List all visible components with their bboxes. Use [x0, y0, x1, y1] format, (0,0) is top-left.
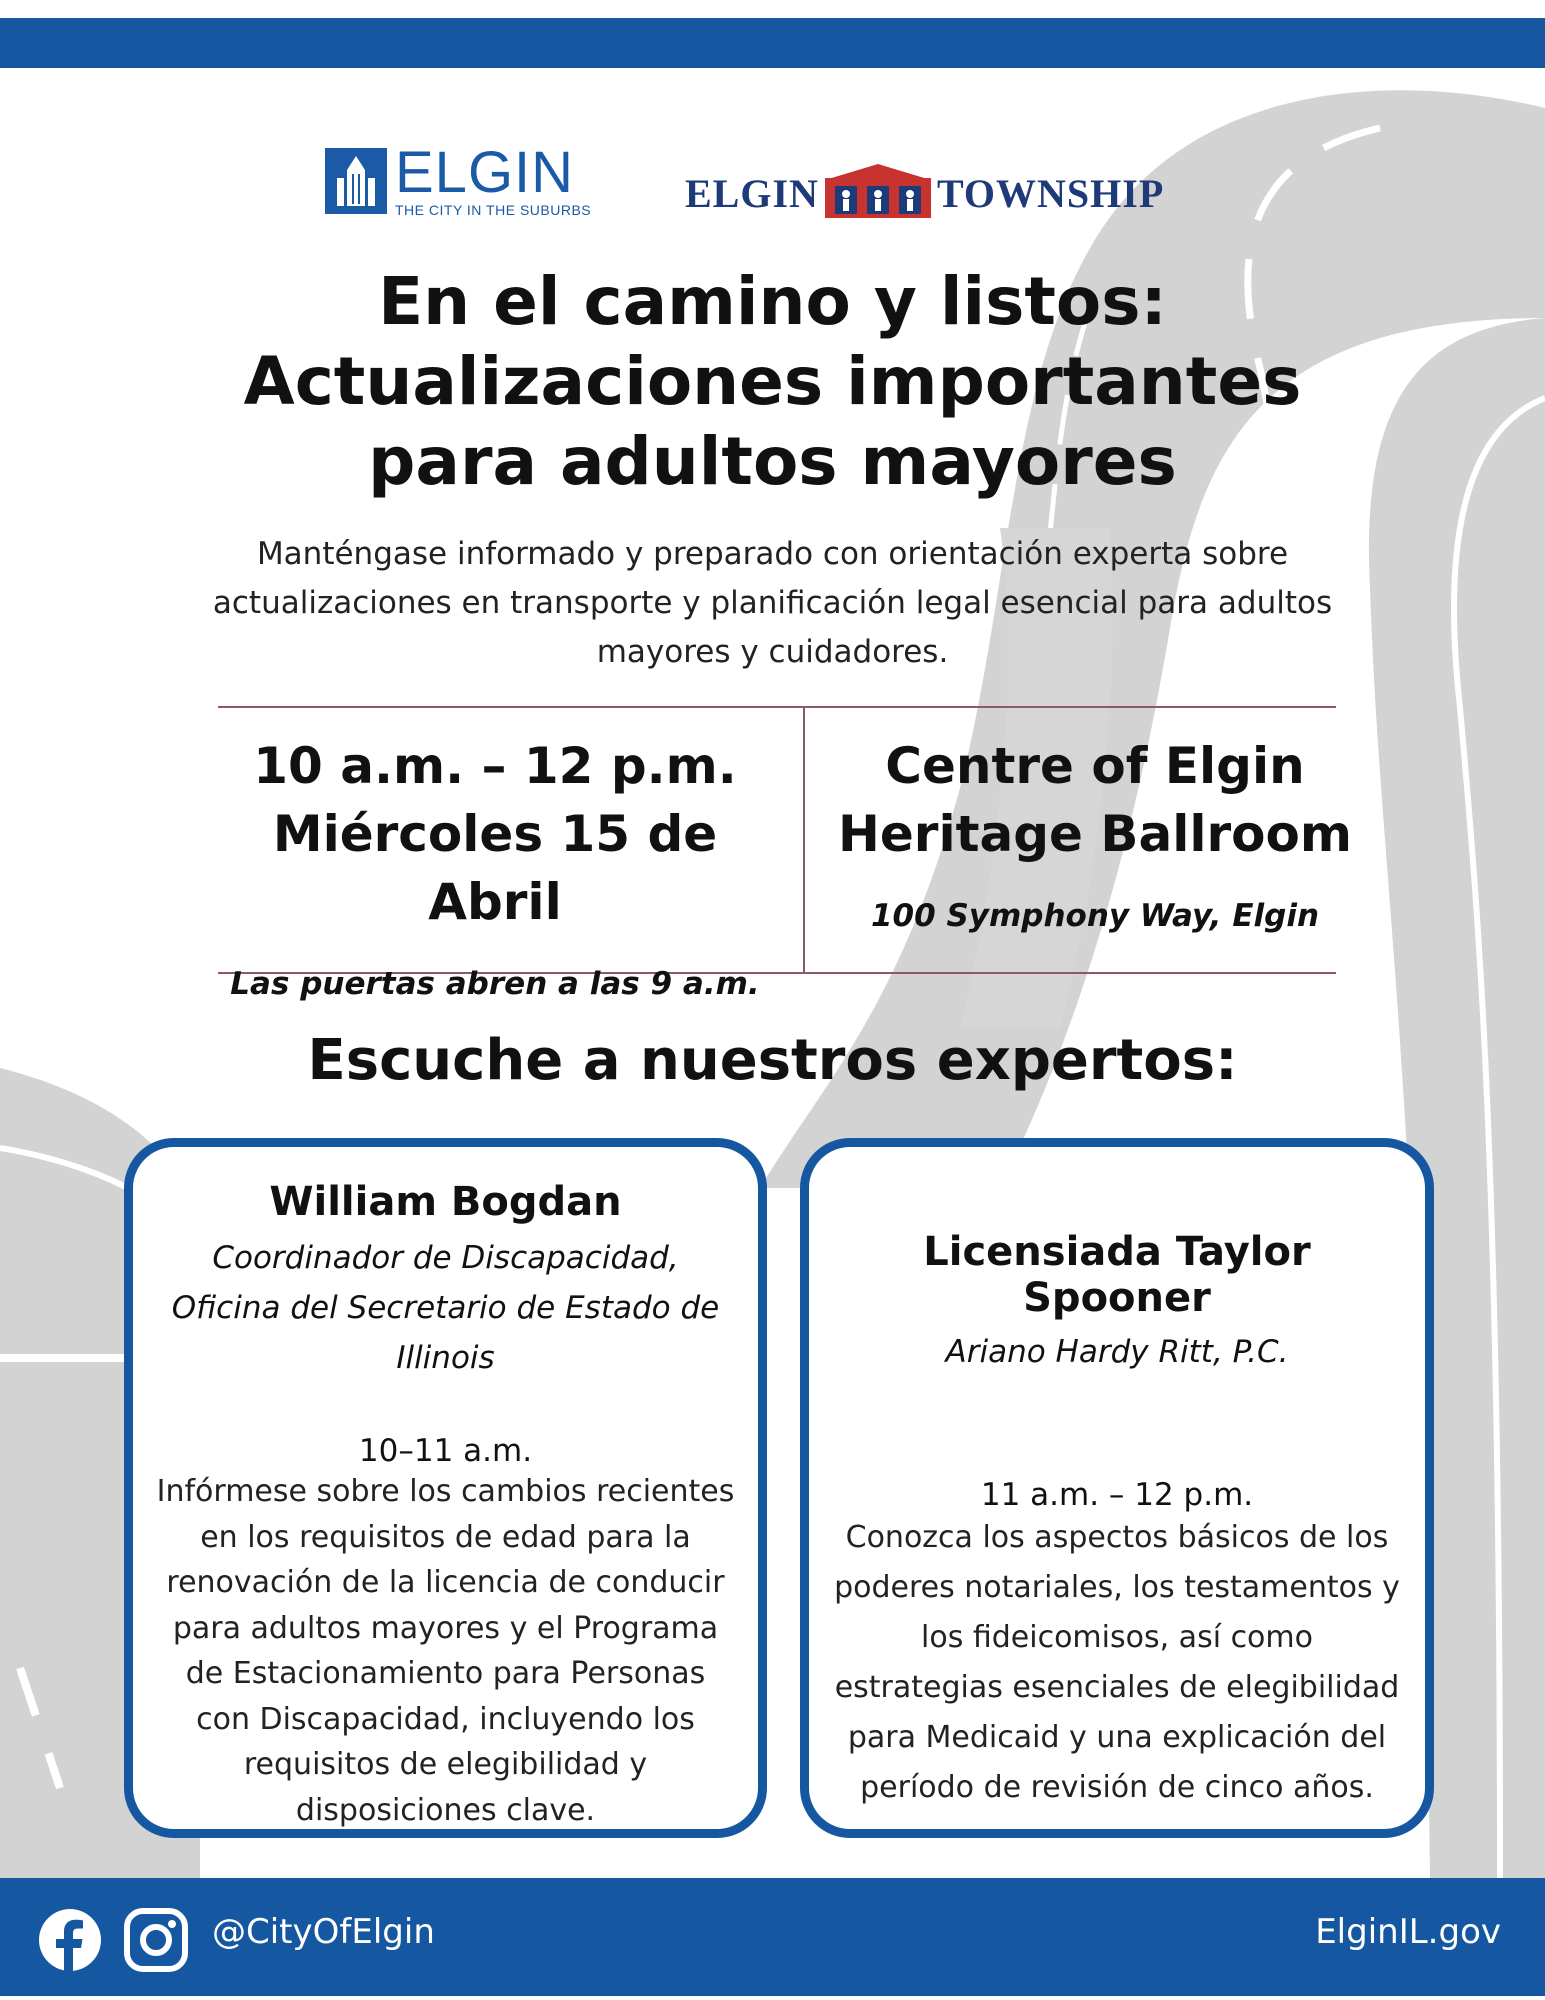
doors-open-note: Las puertas abren a las 9 a.m. [230, 966, 760, 1002]
event-time: 10 a.m. – 12 p.m. [253, 737, 737, 795]
township-emblem-icon [825, 164, 931, 222]
event-date: Miércoles 15 de Abril [272, 805, 718, 931]
top-banner-bar [0, 18, 1545, 68]
title-line-2: Actualizaciones importantes [243, 343, 1302, 420]
elgin-township-logo [685, 164, 1164, 222]
social-handle[interactable]: @CityOfElgin [212, 1912, 435, 1952]
event-venue-block [820, 732, 1370, 934]
township-logo-left-word: ELGIN [685, 170, 819, 216]
speaker-2-time: 11 a.m. – 12 p.m. [980, 1477, 1254, 1513]
experts-heading: Escuche a nuestros expertos: [307, 1028, 1238, 1093]
info-top-divider [218, 706, 1336, 708]
speaker-2-role: Ariano Hardy Ritt, P.C. [945, 1334, 1289, 1370]
footer-bar [0, 1878, 1545, 1996]
speaker-1-description: Infórmese sobre los cambios recientes en los requisitos de edad para la renovación de la licencia de conducir para adultos mayores y el Programa de Estacionamiento para Personas con Discapacidad, incluyendo los requisitos de elegibilidad y disposiciones clave. [156, 1474, 735, 1828]
speaker-2-name: Licensiada Taylor Spooner [923, 1229, 1311, 1321]
speaker-2-description: Conozca los aspectos básicos de los poderes notariales, los testamentos y los fideicomisos, así como estrategias esenciales de elegibilidad para Medicaid y una explicación del período de revisión de cinco años. [834, 1520, 1400, 1805]
venue-address: 100 Symphony Way, Elgin [870, 898, 1320, 934]
speaker-card-2 [800, 1138, 1434, 1838]
speaker-card-1 [124, 1138, 767, 1838]
title-line-3: para adultos mayores [368, 423, 1177, 500]
website-link[interactable]: ElginIL.gov [1315, 1912, 1501, 1952]
speaker-1-name: William Bogdan [269, 1179, 622, 1225]
event-time-block [210, 732, 780, 1002]
speaker-1-time: 10–11 a.m. [358, 1433, 533, 1469]
facebook-icon[interactable] [38, 1908, 102, 1976]
instagram-icon[interactable] [124, 1908, 188, 1976]
township-logo-right-word: TOWNSHIP [936, 170, 1165, 216]
speaker-1-role: Coordinador de Discapacidad, Oficina del Secretario de Estado de Illinois [171, 1240, 720, 1376]
page-subtitle: Manténgase informado y preparado con orientación experta sobre actualizaciones en transporte y planificación legal esencial para adultos mayores y cuidadores. [212, 536, 1333, 670]
elgin-building-icon [325, 148, 387, 214]
elgin-city-logo [325, 140, 592, 220]
info-vertical-divider [803, 708, 805, 974]
venue-name-line-1: Centre of Elgin [885, 737, 1305, 795]
page-title [100, 262, 1445, 502]
elgin-logo-name: ELGIN [395, 140, 575, 205]
venue-name-line-2: Heritage Ballroom [838, 805, 1352, 863]
title-line-1: En el camino y listos: [378, 263, 1167, 340]
elgin-logo-tagline: THE CITY IN THE SUBURBS [395, 202, 592, 218]
